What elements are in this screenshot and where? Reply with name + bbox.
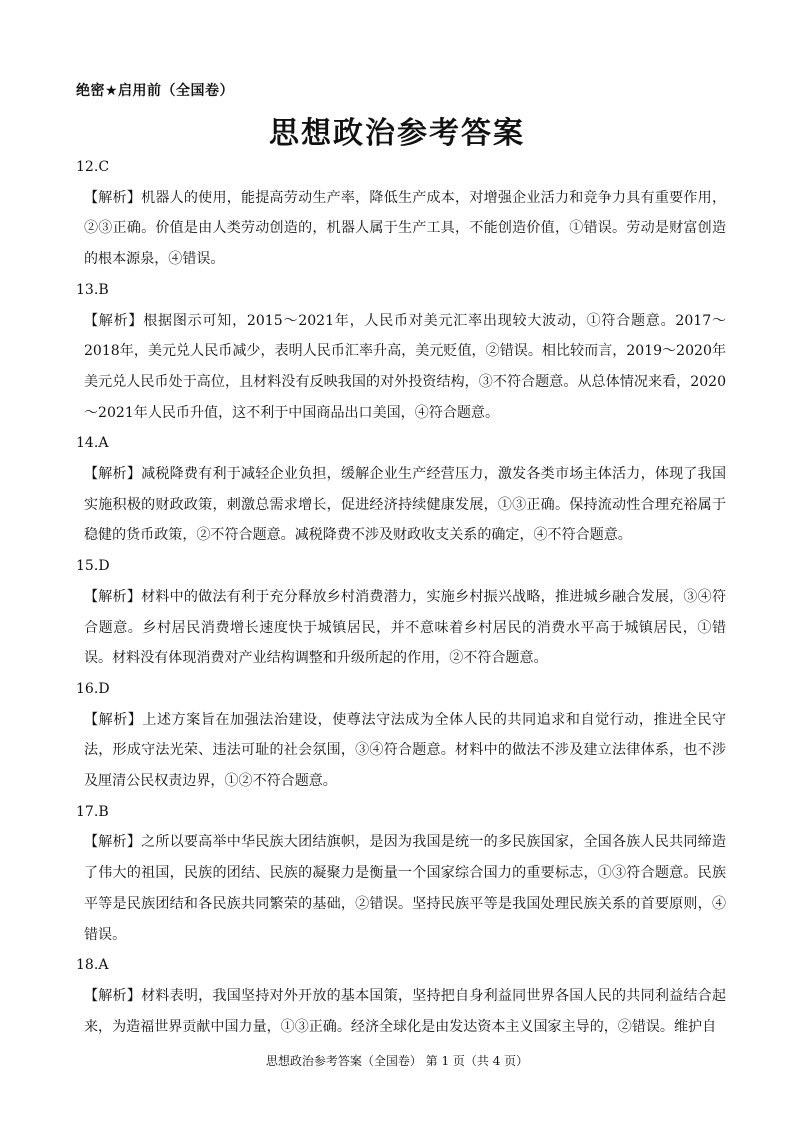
question-number: 17.B bbox=[76, 803, 109, 820]
analysis-text: 【解析】机器人的使用，能提高劳动生产率，降低生产成本，对增强企业活力和竞争力具有重要作用，②③正确。价值是由人类劳动创造的，机器人属于生产工具，不能创造价值，①错误。劳动是财富创造的根本源泉，④错误。 bbox=[84, 189, 726, 268]
question-number: 15.D bbox=[76, 558, 110, 575]
confidential-label: 绝密★启用前（全国卷） bbox=[76, 83, 235, 99]
question-number: 12.C bbox=[76, 159, 110, 175]
question-number: 14.A bbox=[76, 435, 109, 452]
analysis-text: 【解析】材料表明，我国坚持对外开放的基本国策，坚持把自身利益同世界各国人民的共同利益结合起来，为造福世界贡献中国力量，①③正确。经济全球化是由发达资本主义国家主导的，②错误。维护自 bbox=[84, 987, 726, 1035]
analysis-text: 【解析】根据图示可知，2015～2021年，人民币对美元汇率出现较大波动，①符合题意。2017～2018年，美元兑人民币减少，表明人民币汇率升高，美元贬值，②错误。相比较而言，2019～2020年美元兑人民币处于高位，且材料没有反映我国的对外投资结构，③不符合题意。从总体情况来看，2020～2021年人民币升值，这不利于中国商品出口美国，④符合题意。 bbox=[84, 312, 726, 421]
question-number: 18.A bbox=[76, 957, 109, 974]
analysis-text: 【解析】材料中的做法有利于充分释放乡村消费潜力，实施乡村振兴战略，推进城乡融合发展，③④符合题意。乡村居民消费增长速度快于城镇居民，并不意味着乡村居民的消费水平高于城镇居民，①错误。材料没有体现消费对产业结构调整和升级所起的作用，②不符合题意。 bbox=[84, 588, 726, 667]
answer-list bbox=[76, 152, 726, 1042]
answer-item bbox=[76, 152, 726, 275]
answer-item bbox=[76, 950, 726, 1042]
page-footer: 思想政治参考答案（全国卷） 第 1 页（共 4 页） bbox=[265, 1054, 529, 1068]
answer-item bbox=[76, 674, 726, 797]
page-title: 思想政治参考答案 bbox=[269, 116, 525, 151]
answer-item bbox=[76, 428, 726, 551]
answer-item bbox=[76, 797, 726, 951]
analysis-text: 【解析】之所以要高举中华民族大团结旗帜，是因为我国是统一的多民族国家，全国各族人民共同缔造了伟大的祖国，民族的团结、民族的凝聚力是衡量一个国家综合国力的重要标志，①③符合题意。民族平等是民族团结和各民族共同繁荣的基础，②错误。坚持民族平等是我国处理民族关系的首要原则，④错误。 bbox=[84, 834, 726, 943]
answer-item bbox=[76, 551, 726, 674]
answer-item bbox=[76, 275, 726, 429]
analysis-text: 【解析】上述方案旨在加强法治建设，使尊法守法成为全体人民的共同追求和自觉行动，推进全民守法，形成守法光荣、违法可耻的社会氛围，③④符合题意。材料中的做法不涉及建立法律体系，也不涉及厘清公民权责边界，①②不符合题意。 bbox=[84, 711, 726, 790]
question-number: 16.D bbox=[76, 680, 110, 697]
analysis-text: 【解析】减税降费有利于减轻企业负担，缓解企业生产经营压力，激发各类市场主体活力，体现了我国实施积极的财政政策，刺激总需求增长，促进经济持续健康发展，①③正确。保持流动性合理充裕属于稳健的货币政策，②不符合题意。减税降费不涉及财政收支关系的确定，④不符合题意。 bbox=[84, 466, 726, 544]
question-number: 13.B bbox=[76, 281, 109, 298]
